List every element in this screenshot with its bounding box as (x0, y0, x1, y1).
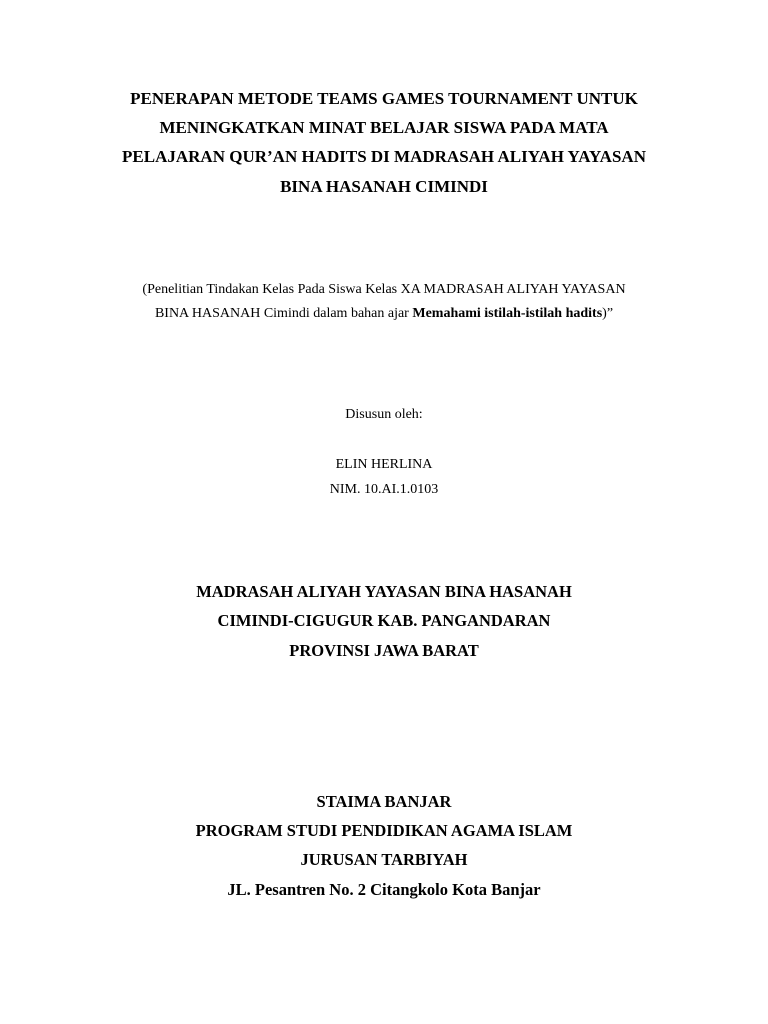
title-line-3: PELAJARAN QUR’AN HADITS DI MADRASAH ALIYAH YAYASAN (122, 147, 646, 166)
school-line-1: MADRASAH ALIYAH YAYASAN BINA HASANAH (196, 582, 572, 601)
institution-line-3: JURUSAN TARBIYAH (300, 850, 468, 869)
institution-address: JL. Pesantren No. 2 Citangkolo Kota Banjar (227, 880, 541, 899)
subtitle-line-2-prefix: BINA HASANAH Cimindi dalam bahan ajar (154, 306, 413, 321)
institution-line-1: STAIMA BANJAR (316, 792, 452, 811)
subtitle-line-1: (Penelitian Tindakan Kelas Pada Siswa Kelas XA MADRASAH ALIYAH YAYASAN (142, 282, 626, 297)
title-line-1: PENERAPAN METODE TEAMS GAMES TOURNAMENT UNTUK (130, 89, 638, 108)
subtitle-line-2-suffix: )” (602, 306, 614, 321)
subtitle-line-2 (0, 307, 768, 321)
title-line-4: BINA HASANAH CIMINDI (280, 177, 488, 196)
institution-line-2: PROGRAM STUDI PENDIDIKAN AGAMA ISLAM (195, 821, 573, 840)
school-line-2: CIMINDI-CIGUGUR KAB. PANGANDARAN (217, 611, 551, 630)
school-line-3: PROVINSI JAWA BARAT (289, 641, 479, 660)
author-name: ELIN HERLINA (335, 457, 433, 472)
author-nim: NIM. 10.AI.1.0103 (329, 482, 439, 497)
title-line-2: MENINGKATKAN MINAT BELAJAR SISWA PADA MATA (159, 118, 609, 137)
author-label: Disusun oleh: (345, 407, 423, 422)
subtitle-line-2-bold: Memahami istilah-istilah hadits (412, 306, 603, 321)
